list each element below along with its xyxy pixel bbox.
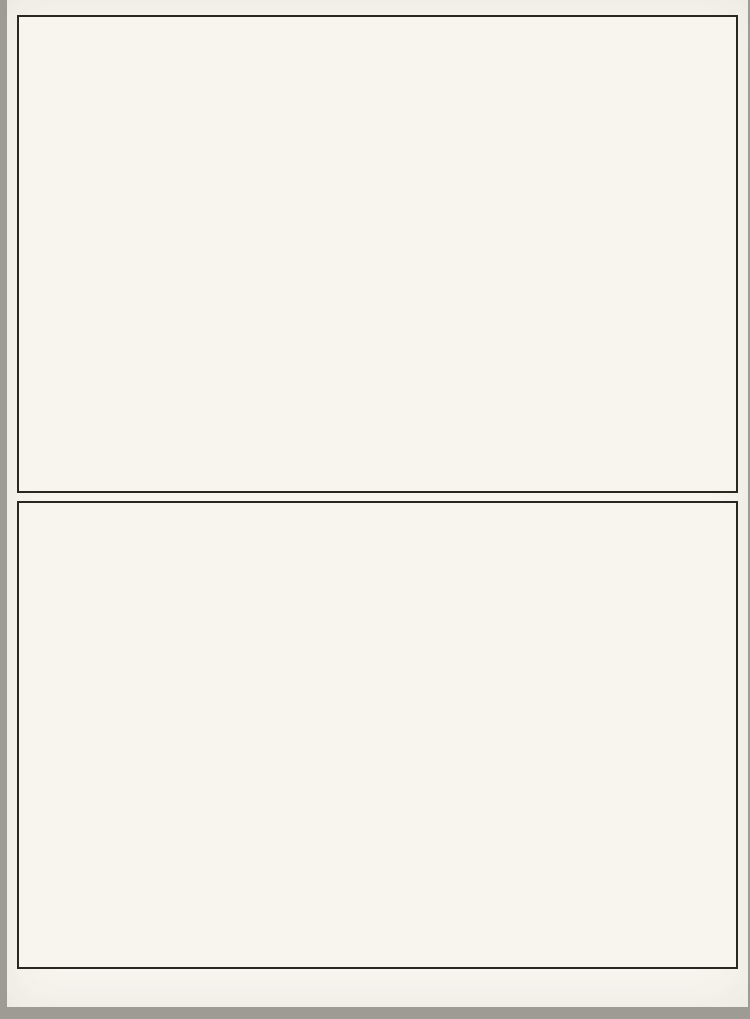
- scanned-page: [7, 0, 748, 1007]
- roster-table-top: [17, 15, 738, 493]
- roster-table-bottom: [17, 501, 738, 969]
